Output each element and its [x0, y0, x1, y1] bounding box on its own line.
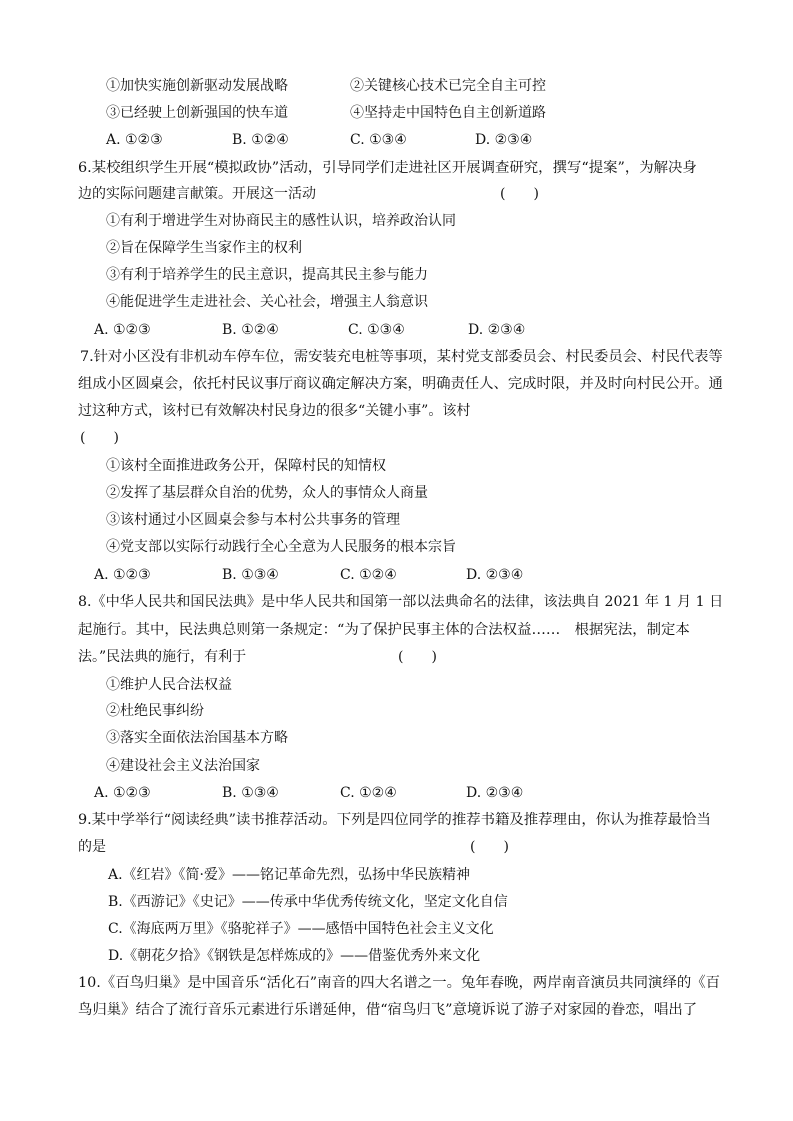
- q6-option-4: ④能促进学生走进社会、关心社会，增强主人翁意识: [106, 294, 428, 310]
- q7-stem-line-2: 组成小区圆桌会，依托村民议事厅商议确定解决方案，明确责任人、完成时限，并及时向村民公开。通: [78, 376, 723, 392]
- q8-stem-line-3: 法。”民法典的施行，有利于: [78, 649, 247, 665]
- q8-stem-line-1: 8.《中华人民共和国民法典》是中华人民共和国第一部以法典命名的法律，该法典自 2021 年 1 月 1 日: [78, 594, 724, 610]
- q8-choice-a: A. ①②③: [94, 785, 151, 801]
- q8-option-2: ②杜绝民事纠纷: [106, 703, 204, 719]
- q9-option-d: D.《朝花夕拾》《钢铁是怎样炼成的》——借鉴优秀外来文化: [108, 948, 481, 964]
- q10-stem-line-2: 鸟归巢》结合了流行音乐元素进行乐谱延伸，借“宿鸟归飞”意境诉说了游子对家园的眷恋，唱出了: [78, 1002, 698, 1018]
- q5-option-1: ①加快实施创新驱动发展战略: [106, 78, 288, 94]
- q6-stem-line-1: 6.某校组织学生开展“模拟政协”活动，引导同学们走进社区开展调查研究，撰写“提案”，为解决身: [78, 160, 697, 176]
- q7-option-1: ①该村全面推进政务公开，保障村民的知情权: [106, 458, 386, 474]
- q7-answer-blank: ( ): [80, 430, 119, 446]
- q7-option-3: ③该村通过小区圆桌会参与本村公共事务的管理: [106, 512, 400, 528]
- q6-option-2: ②旨在保障学生当家作主的权利: [106, 240, 302, 256]
- q6-choice-d: D. ②③④: [468, 322, 526, 338]
- q8-choice-d: D. ②③④: [466, 785, 524, 801]
- q5-option-3: ③已经驶上创新强国的快车道: [106, 105, 288, 121]
- q8-stem-line-2: 起施行。其中，民法典总则第一条规定：“为了保护民事主体的合法权益…… 根据宪法，制定本: [78, 622, 690, 638]
- q6-choice-b: B. ①②④: [222, 322, 279, 338]
- q5-option-2: ②关键核心技术已完全自主可控: [350, 78, 546, 94]
- q9-option-b: B.《西游记》《史记》——传承中华优秀传统文化，坚定文化自信: [108, 894, 508, 910]
- q7-option-2: ②发挥了基层群众自治的优势，众人的事情众人商量: [106, 485, 428, 501]
- q5-choice-b: B. ①②④: [232, 132, 289, 148]
- q6-answer-blank: ( ): [500, 186, 539, 202]
- q9-option-a: A.《红岩》《简·爱》——铭记革命先烈，弘扬中华民族精神: [108, 867, 471, 883]
- q8-choice-b: B. ①③④: [222, 785, 279, 801]
- q9-option-c: C.《海底两万里》《骆驼祥子》——感悟中国特色社会主义文化: [108, 921, 494, 937]
- q7-stem-line-1: 7.针对小区没有非机动车停车位，需安装充电桩等事项，某村党支部委员会、村民委员会、村民代表等: [80, 349, 723, 365]
- q8-option-3: ③落实全面依法治国基本方略: [106, 730, 288, 746]
- q5-option-4: ④坚持走中国特色自主创新道路: [350, 105, 546, 121]
- q9-answer-blank: ( ): [470, 839, 509, 855]
- q10-stem-line-1: 10.《百鸟归巢》是中国音乐“活化石”南音的四大名谱之一。兔年春晚，两岸南音演员共同演绎的《百: [78, 975, 721, 991]
- q7-choice-d: D. ②③④: [466, 567, 524, 583]
- q7-choice-c: C. ①②④: [340, 567, 397, 583]
- q8-option-4: ④建设社会主义法治国家: [106, 758, 260, 774]
- q7-choice-a: A. ①②③: [94, 567, 151, 583]
- q9-stem-line-2: 的是: [78, 839, 106, 855]
- q8-answer-blank: ( ): [398, 649, 437, 665]
- q5-choice-d: D. ②③④: [475, 132, 533, 148]
- q7-choice-b: B. ①③④: [222, 567, 279, 583]
- q7-stem-line-3: 过这种方式，该村已有效解决村民身边的很多“关键小事”。该村: [78, 403, 471, 419]
- q9-stem-line-1: 9.某中学举行“阅读经典”读书推荐活动。下列是四位同学的推荐书籍及推荐理由，你认为推荐最恰当: [78, 812, 711, 828]
- q6-choice-a: A. ①②③: [94, 322, 151, 338]
- q6-option-1: ①有利于增进学生对协商民主的感性认识，培养政治认同: [106, 213, 456, 229]
- q6-stem-line-2: 边的实际问题建言献策。开展这一活动: [78, 186, 316, 202]
- q7-option-4: ④党支部以实际行动践行全心全意为人民服务的根本宗旨: [106, 539, 456, 555]
- q6-choice-c: C. ①③④: [348, 322, 405, 338]
- q5-choice-c: C. ①③④: [350, 132, 407, 148]
- q8-choice-c: C. ①②④: [340, 785, 397, 801]
- q5-choice-a: A. ①②③: [106, 132, 163, 148]
- q8-option-1: ①维护人民合法权益: [106, 677, 232, 693]
- q6-option-3: ③有利于培养学生的民主意识，提高其民主参与能力: [106, 267, 428, 283]
